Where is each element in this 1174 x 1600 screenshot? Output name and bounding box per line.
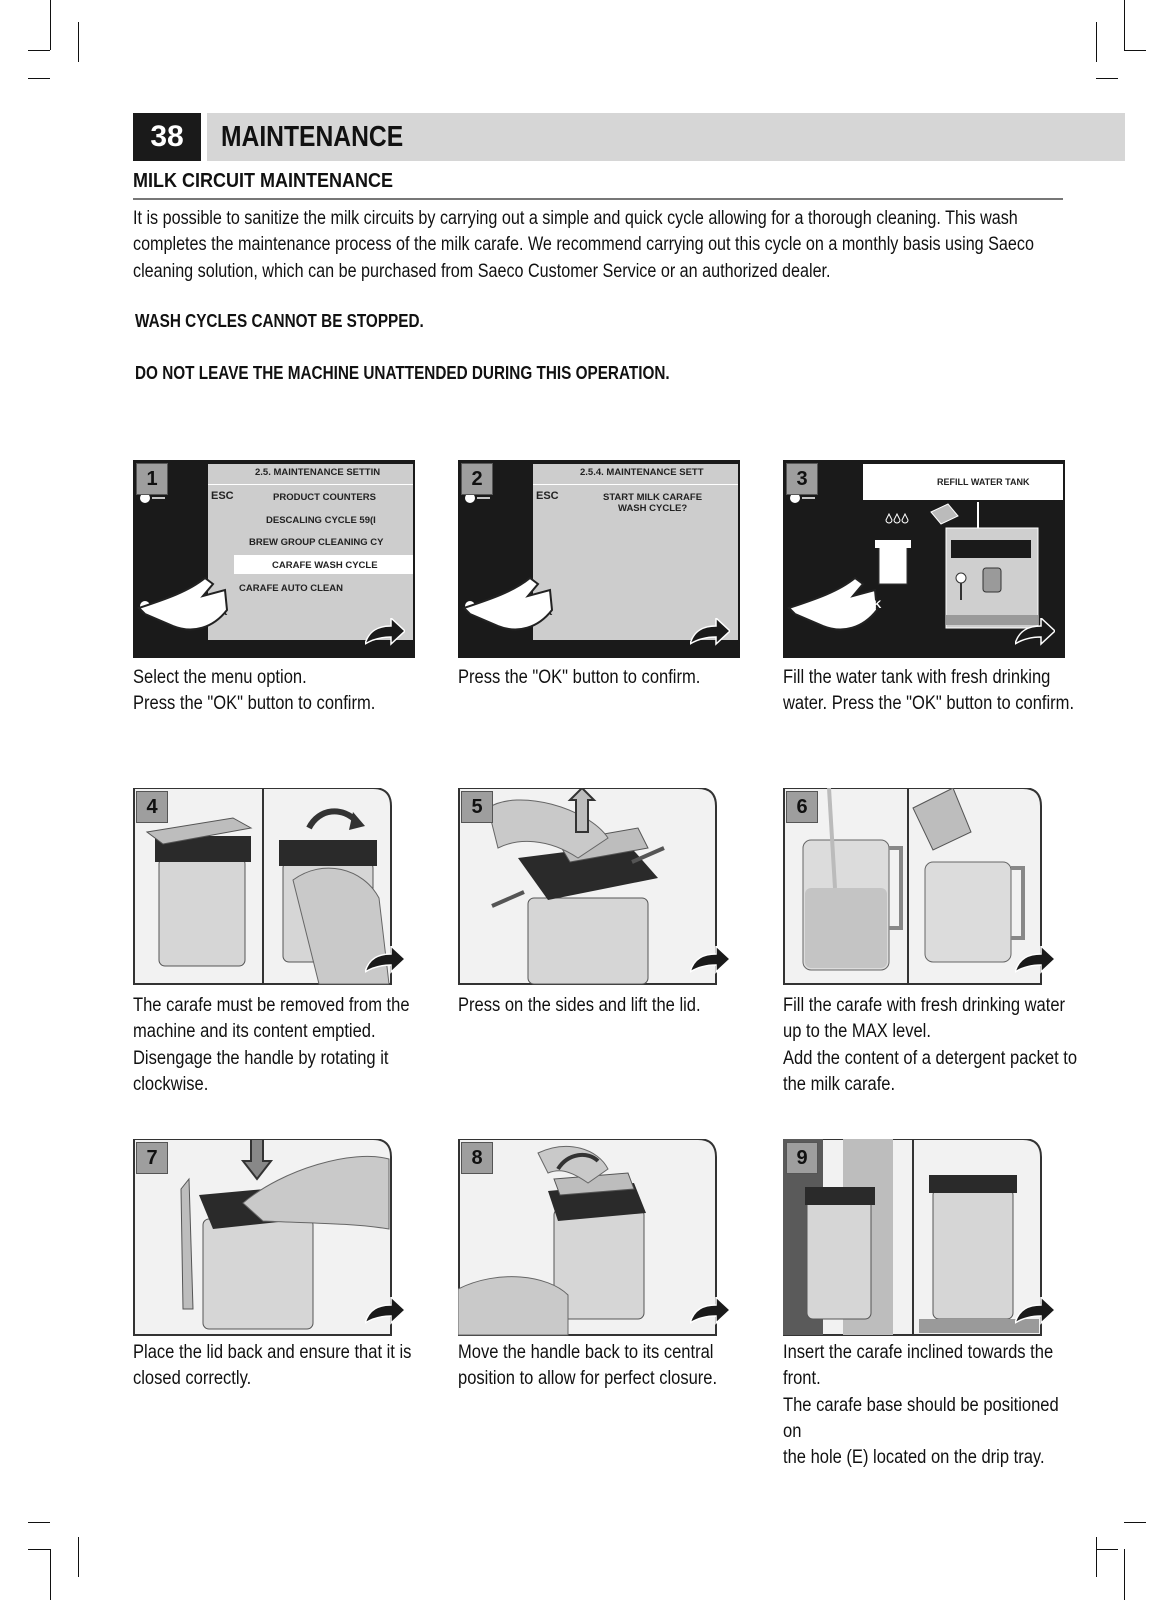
screen-message: WASH CYCLE?	[618, 503, 688, 514]
next-arrow-icon	[690, 618, 730, 646]
screen-esc: ESC	[536, 490, 559, 502]
next-arrow-icon	[1015, 946, 1055, 974]
crop-mark	[1124, 0, 1125, 50]
next-arrow-icon	[365, 946, 405, 974]
menu-item-selected: CARAFE WASH CYCLE	[272, 560, 378, 571]
section-title: MILK CIRCUIT MAINTENANCE	[133, 170, 393, 192]
step-caption: Select the menu option. Press the "OK" button to confirm.	[133, 667, 376, 715]
crop-mark	[50, 0, 51, 50]
crop-mark	[50, 1549, 51, 1600]
step-caption: Fill the water tank with fresh drinking water. Press the "OK" button to confirm.	[783, 667, 1075, 715]
screen-header: 2.5.4. MAINTENANCE SETT	[580, 467, 704, 478]
crop-mark	[28, 50, 50, 51]
next-arrow-icon	[1015, 1297, 1055, 1325]
page-header	[133, 113, 1125, 161]
screen-message: START MILK CARAFE	[603, 492, 703, 503]
crop-mark	[28, 78, 50, 79]
next-arrow-icon	[1015, 618, 1055, 646]
step-number: 6	[786, 791, 818, 823]
crop-mark	[1096, 22, 1097, 62]
page-number: 38	[133, 113, 201, 161]
next-arrow-icon	[365, 1297, 405, 1325]
step-3-illustration	[783, 460, 1065, 658]
crop-mark	[1096, 1537, 1097, 1577]
screen-ok: OK	[865, 599, 882, 611]
step-caption: Insert the carafe inclined towards the front. The carafe base should be positioned on the hole (E) located on the drip tray.	[783, 1342, 1059, 1469]
screen-message: REFILL WATER TANK	[937, 477, 1030, 487]
menu-item: DESCALING CYCLE 59(I	[266, 515, 376, 526]
step-number: 7	[136, 1142, 168, 1174]
menu-item: CARAFE AUTO CLEAN	[239, 583, 343, 594]
step-caption: The carafe must be removed from the machine and its content emptied. Disengage the handle by rotating it clockwise.	[133, 995, 410, 1095]
step-number: 9	[786, 1142, 818, 1174]
step-caption: Move the handle back to its central position to allow for perfect closure.	[458, 1342, 718, 1390]
step-number: 3	[786, 463, 818, 495]
step-number: 1	[136, 463, 168, 495]
step-caption: Place the lid back and ensure that it is closed correctly.	[133, 1342, 412, 1390]
step-number: 5	[461, 791, 493, 823]
step-2-illustration	[458, 460, 740, 658]
crop-mark	[28, 1549, 50, 1550]
next-arrow-icon	[690, 1297, 730, 1325]
crop-mark	[1124, 50, 1146, 51]
crop-mark	[1096, 1549, 1118, 1550]
crop-mark	[78, 1537, 79, 1577]
screen-esc: ESC	[211, 490, 234, 502]
step-number: 8	[461, 1142, 493, 1174]
step-caption: Fill the carafe with fresh drinking water up to the MAX level. Add the content of a detergent packet to the milk carafe.	[783, 995, 1078, 1095]
crop-mark	[1096, 78, 1118, 79]
section-divider	[133, 198, 1063, 200]
crop-mark	[78, 22, 79, 62]
step-caption: Press on the sides and lift the lid.	[458, 995, 701, 1016]
warning-unattended: DO NOT LEAVE THE MACHINE UNATTENDED DURING THIS OPERATION.	[135, 363, 670, 383]
crop-mark	[1124, 1549, 1125, 1600]
screen-header: 2.5. MAINTENANCE SETTIN	[255, 467, 381, 478]
header-bar	[207, 113, 1125, 161]
crop-mark	[28, 1522, 50, 1523]
crop-mark	[1124, 1522, 1146, 1523]
step-1-illustration	[133, 460, 415, 658]
intro-paragraph: It is possible to sanitize the milk circuits by carrying out a simple and quick cycle allowing for a thorough cleaning. This wash completes the maintenance process of the milk carafe. We recommend carrying out this cycle on a monthly basis using Saeco cleaning solution, which can be purchased from Saeco Customer Service or an authorized dealer.	[133, 208, 1034, 282]
menu-item: BREW GROUP CLEANING CY	[249, 537, 384, 548]
page-title: MAINTENANCE	[221, 121, 404, 153]
step-number: 2	[461, 463, 493, 495]
step-caption: Press the "OK" button to confirm.	[458, 667, 701, 688]
menu-item: PRODUCT COUNTERS	[273, 492, 376, 503]
warning-wash-cycles: WASH CYCLES CANNOT BE STOPPED.	[135, 311, 424, 331]
next-arrow-icon	[365, 618, 405, 646]
next-arrow-icon	[690, 946, 730, 974]
step-number: 4	[136, 791, 168, 823]
